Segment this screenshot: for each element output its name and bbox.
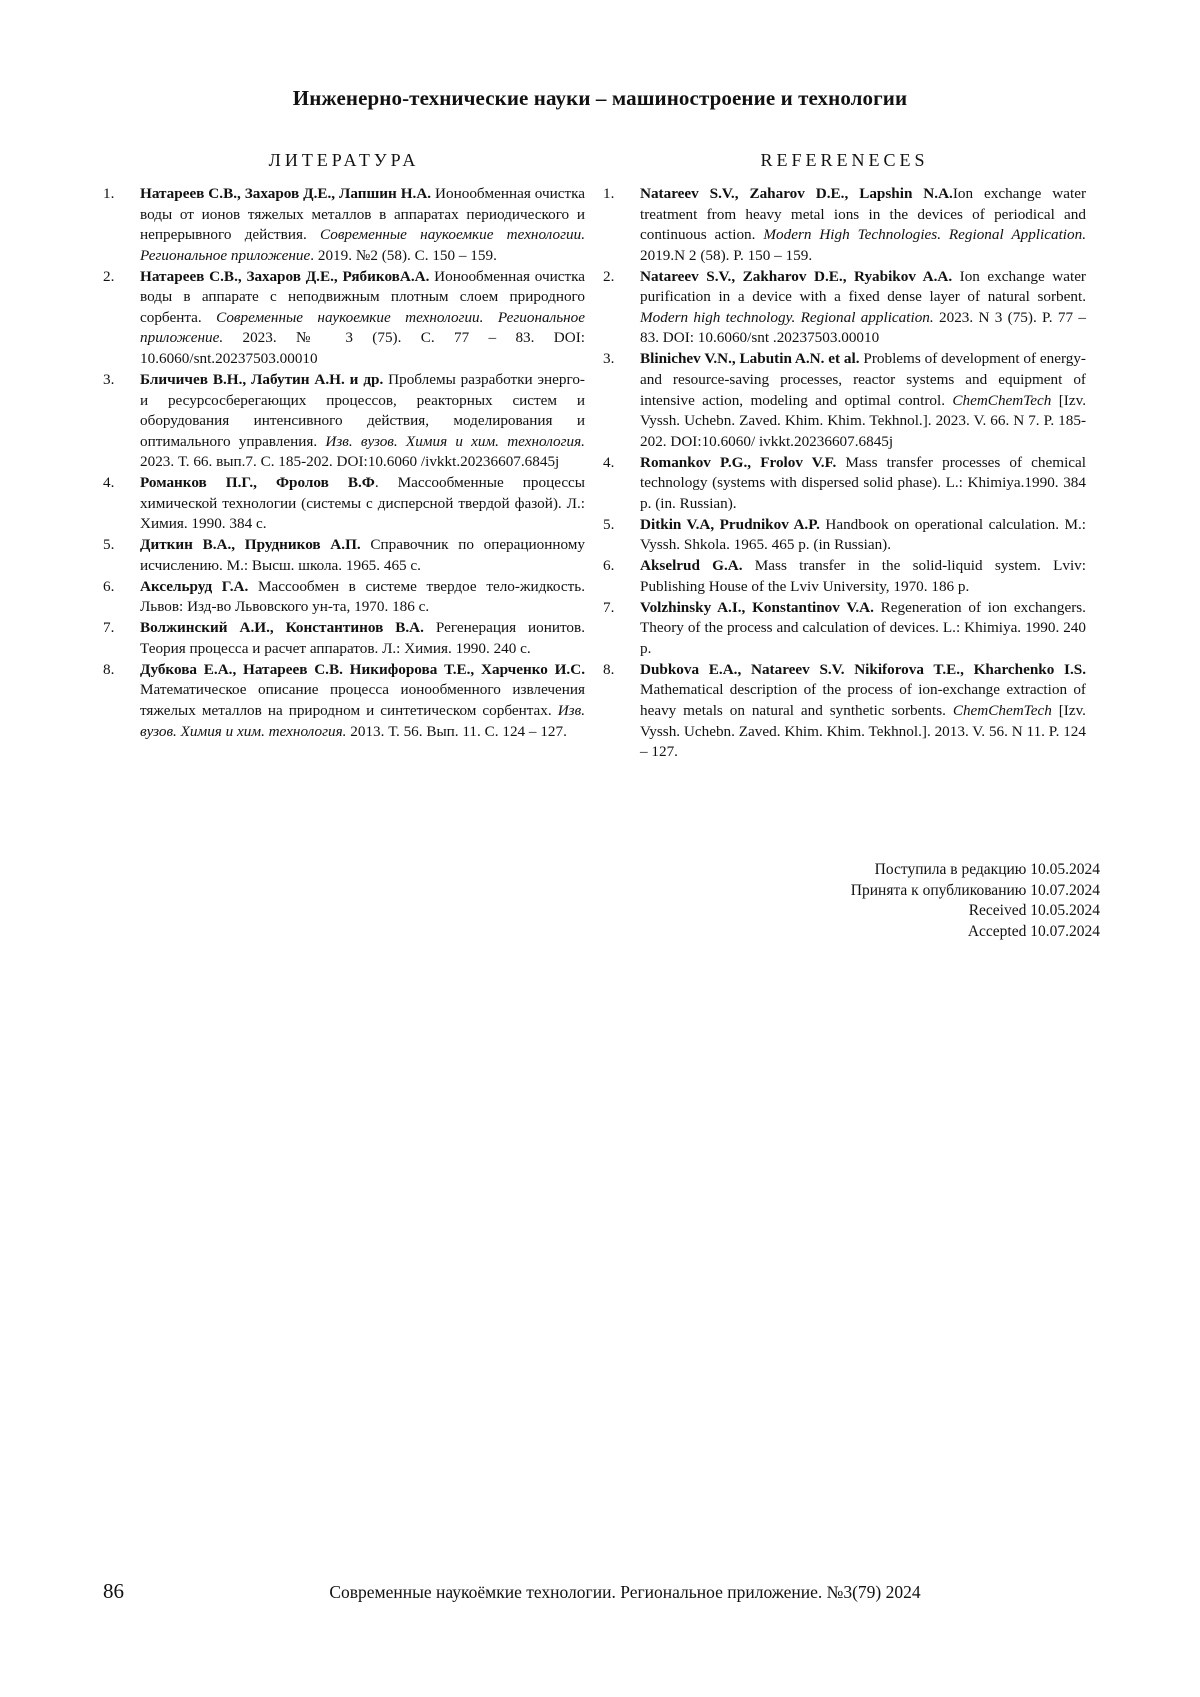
page-number: 86 <box>103 1579 124 1603</box>
reference-item: 3. Blinichev V.N., Labutin A.N. et al. Problems of development of energy- and resource-saving processes, reactor systems and equipment of intensive action, modeling and optimal control. ChemChemTech [Izv. Vyssh. Uchebn. Zaved. Khim. Khim. Tekhnol.]. 2023. V. 66. N 7. P. 185-202. DOI:10.6060/ ivkkt.20236607.6845j <box>603 350 1086 450</box>
references-heading-en: REFERENECES <box>760 150 929 170</box>
reference-item: 6. Akselrud G.A. Mass transfer in the solid-liquid system. Lviv: Publishing House of the Lviv University, 1970. 186 p. <box>603 557 1086 595</box>
submission-dates <box>851 860 1100 942</box>
reference-item: 5. Ditkin V.A, Prudnikov A.P. Handbook on operational calculation. M.: Vyssh. Shkola. 1965. 465 p. (in Russian). <box>603 515 1086 554</box>
received-date-ru: Поступила в редакцию 10.05.2024 <box>874 861 1100 878</box>
reference-item: 5. Диткин В.А., Прудников А.П. Справочник по операционному исчислению. М.: Высш. школа. 1965. 465 с. <box>103 536 586 574</box>
page-header: Инженерно-технические науки – машиностроение и технологии <box>292 86 908 110</box>
reference-item: 8. Дубкова Е.А., Натареев С.В. Никифорова Т.Е., Харченко И.С. Математическое описание процесса ионообменного извлечения тяжелых металлов на природном и синтетическом сорбентах. Изв. вузов. Химия и хим. технология. 2013. Т. 56. Вып. 11. С. 124 – 127. <box>103 660 585 740</box>
reference-item: 1. Natareev S.V., Zaharov D.E., Lapshin N.A.Ion exchange water treatment from heavy metal ions in the devices of periodical and continuous action. Modern High Technologies. Regional Application. 2019.N 2 (58). P. 150 – 159. <box>603 185 1086 264</box>
references-heading-ru: ЛИТЕРАТУРА <box>268 150 420 170</box>
reference-item: 1. Натареев С.В., Захаров Д.Е., Лапшин Н.А. Ионообменная очистка воды от ионов тяжелых металлов в аппаратах периодического и непрерывного действия. Современные наукоемкие технологии. Региональное приложение. 2019. №2 (58). С. 150 – 159. <box>103 185 585 264</box>
accepted-date-en: Accepted 10.07.2024 <box>967 922 1100 940</box>
references-russian <box>103 150 585 742</box>
reference-list-ru <box>103 184 585 742</box>
journal-footer: Современные наукоёмкие технологии. Региональное приложение. №3(79) 2024 <box>329 1582 921 1602</box>
received-date-en: Received 10.05.2024 <box>968 902 1100 919</box>
reference-item: 4. Romankov P.G., Frolov V.F. Mass transfer processes of chemical technology (systems with dispersed solid phase). L.: Khimiya.1990. 384 p. (in. Russian). <box>603 453 1086 512</box>
accepted-date-ru: Принята к опубликованию 10.07.2024 <box>850 881 1100 899</box>
reference-list-en <box>603 184 1086 763</box>
reference-item: 7. Volzhinsky A.I., Konstantinov V.A. Regeneration of ion exchangers. Theory of the process and calculation of devices. L.: Khimiya. 1990. 240 p. <box>603 598 1086 657</box>
reference-item: 2. Natareev S.V., Zakharov D.E., Ryabikov A.A. Ion exchange water purification in a device with a fixed dense layer of natural sorbent. Modern high technology. Regional application. 2023. N 3 (75). P. 77 – 83. DOI: 10.6060/snt .20237503.00010 <box>603 267 1086 347</box>
reference-item: 3. Бличичев В.Н., Лабутин А.Н. и др. Проблемы разработки энерго- и ресурсосберегающих процессов, реакторных систем и оборудования интенсивного действия, моделирования и оптимального управления. Изв. вузов. Химия и хим. технология. 2023. Т. 66. вып.7. С. 185-202. DOI:10.6060 /ivkkt.20236607.6845j <box>103 370 585 471</box>
reference-item: 8. Dubkova E.A., Natareev S.V. Nikiforova T.E., Kharchenko I.S. Mathematical description of the process of ion-exchange extraction of heavy metals on natural and synthetic sorbents. ChemChemTech [Izv. Vyssh. Uchebn. Zaved. Khim. Khim. Tekhnol.]. 2013. V. 56. N 11. P. 124 – 127. <box>603 660 1086 761</box>
reference-item: 7. Волжинский А.И., Константинов В.А. Регенерация ионитов. Теория процесса и расчет аппаратов. Л.: Химия. 1990. 240 с. <box>103 619 585 657</box>
reference-item: 6. Аксельруд Г.А. Массообмен в системе твердое тело-жидкость. Львов: Изд-во Львовского ун-та, 1970. 186 с. <box>103 577 585 616</box>
references-english <box>603 150 1086 763</box>
reference-item: 2. Натареев С.В., Захаров Д.Е., РябиковА.А. Ионообменная очистка воды в аппарате с неподвижным плотным слоем природного сорбента. Современные наукоемкие технологии. Региональное приложение. 2023. № 3 (75). С. 77 – 83. DOI: 10.6060/snt.20237503.00010 <box>103 267 585 368</box>
reference-item: 4. Романков П.Г., Фролов В.Ф. Массообменные процессы химической технологии (системы с дисперсной твердой фазой). Л.: Химия. 1990. 384 с. <box>103 474 585 533</box>
